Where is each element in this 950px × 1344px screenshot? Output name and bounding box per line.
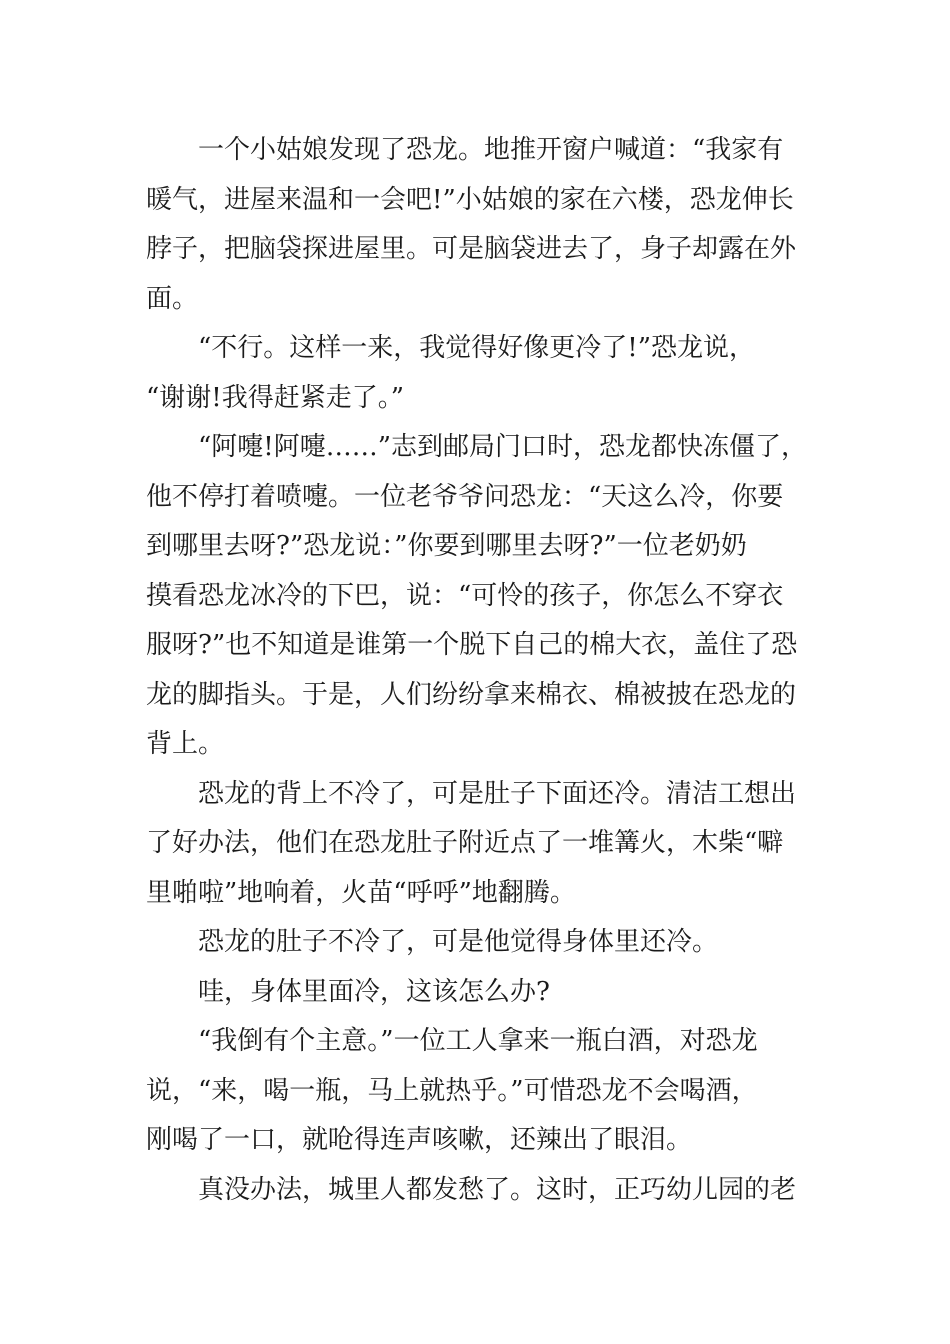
text-line: 服呀?”也不知道是谁第一个脱下自己的棉大衣，盖住了恐 [146,630,798,660]
text-line: 真没办法，城里人都发愁了。这时，正巧幼儿园的老 [198,1174,797,1205]
text-line: 刚喝了一口，就呛得连声咳嗽，还辣出了眼泪。 [146,1125,693,1155]
paragraph-6 [146,968,826,1018]
text-line: 一个小姑娘发现了恐龙。地推开窗户喊道：“我家有 [198,135,784,165]
paragraph-8 [146,1166,826,1216]
text-line: 里啪啦”地响着，火苗“呼呼”地翻腾。 [146,877,576,908]
text-line: “阿嚏!阿嚏……”志到邮局门口时，恐龙都快冻僵了， [198,432,808,462]
text-line: 龙的脚指头。于是，人们纷纷拿来棉衣、棉被披在恐龙的 [146,679,797,710]
text-line: 恐龙的肚子不冷了，可是他觉得身体里还冷。 [198,927,719,957]
text-line: 脖子，把脑袋探进屋里。可是脑袋进去了，身子却露在外 [146,234,797,264]
text-line: 了好办法，他们在恐龙肚子附近点了一堆篝火，木柴“噼 [146,828,784,858]
text-line: 背上。 [146,729,225,759]
text-line: 暖气，进屋来温和一会吧!”小姑娘的家在六楼，恐龙伸长 [146,184,794,215]
text-line: 摸看恐龙冰冷的下巴，说：“可怜的孩子，你怎么不穿衣 [146,580,784,611]
paragraph-4 [146,770,826,919]
text-line: 恐龙的背上不冷了，可是肚子下面还冷。清洁工想出 [198,778,797,809]
text-line: 他不停打着喷嚏。一位老爷爷问恐龙：“天这么冷，你要 [146,481,784,512]
text-line: “谢谢!我得赶紧走了。” [146,382,405,413]
paragraph-5 [146,918,826,968]
paragraph-1 [146,126,826,324]
text-line: 说，“来，喝一瓶，马上就热乎。”可惜恐龙不会喝酒， [146,1075,758,1106]
text-line: 哇，身体里面冷，这该怎么办? [198,976,550,1007]
document-body [146,126,826,1215]
text-line: “不行。这样一来，我觉得好像更冷了!”恐龙说， [198,333,756,363]
text-line: 到哪里去呀?”恐龙说：”你要到哪里去呀?”一位老奶奶 [146,531,747,561]
paragraph-7 [146,1017,826,1166]
paragraph-2 [146,324,826,423]
paragraph-3 [146,423,826,770]
text-line: 面。 [146,283,199,314]
text-line: “我倒有个主意。”一位工人拿来一瓶白酒，对恐龙 [198,1026,758,1056]
